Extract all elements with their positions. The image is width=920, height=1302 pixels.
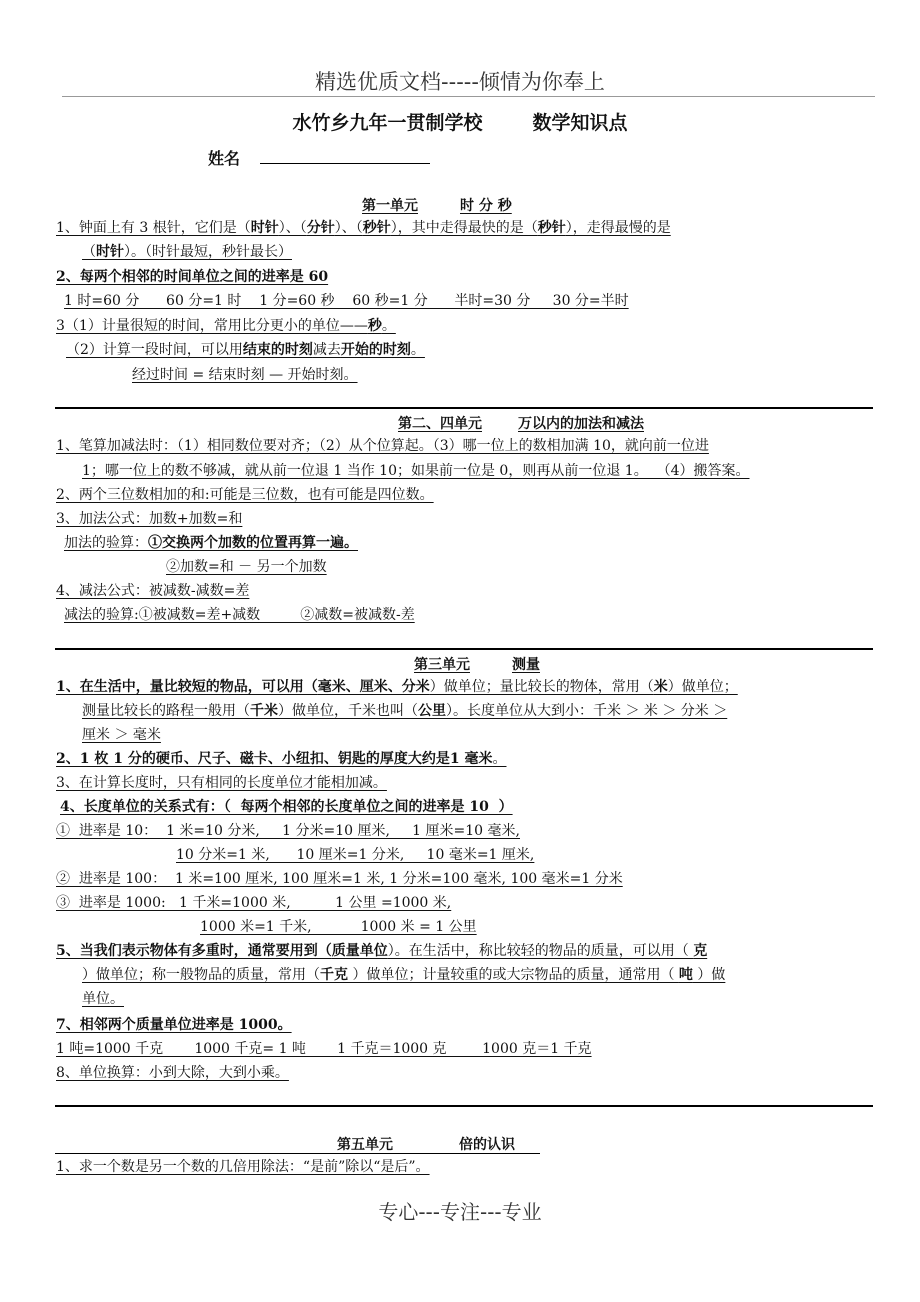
unit3-line-15: 7、相邻两个质量单位进率是 1000。 [56,1017,292,1033]
unit3-line-16: 1 吨=1000 千克 1000 千克= 1 吨 1 千克＝1000 克 1000 克＝1 千克 [56,1041,592,1057]
unit3-line-17: 8、单位换算：小到大除，大到小乘。 [56,1065,289,1081]
unit3-heading-number: 第三单元 [414,657,470,673]
unit1-line-1b: （时针）。（时针最短，秒针最长） [82,244,292,260]
unit2-line-5: 加法的验算：①交换两个加数的位置再算一遍。 [64,535,358,551]
unit5-line-1: 1、求一个数是另一个数的几倍用除法：“是前”除以“是后”。 [56,1159,430,1175]
section-divider-1 [55,407,873,409]
unit5-heading [337,1134,515,1154]
unit2-line-1: 1、笔算加减法时：（1）相同数位要对齐；（2）从个位算起。（3）哪一位上的数相加满 10，就向前一位进 [56,438,709,454]
unit3-line-10: ③ 进率是 1000: 1 千米=1000 米, 1 公里 =1000 米, [56,895,452,911]
name-label: 姓名 [208,149,241,168]
unit3-line-9: ② 进率是 100： 1 米=100 厘米, 100 厘米=1 米, 1 分米=100 毫米, 100 毫米=1 分米 [56,871,623,887]
unit2-line-7: 4、减法公式：被减数-减数=差 [56,583,250,599]
unit3-line-12: 5、当我们表示物体有多重时，通常要用到（质量单位）。在生活中，称比较轻的物品的质量，可以用（ 克 [56,943,708,959]
unit3-heading-topic: 测量 [512,657,540,673]
unit1-line-3: 1 时=60 分 60 分=1 时 1 分=60 秒 60 秒=1 分 半时=30 分 30 分=半时 [64,293,629,309]
page-header: 精选优质文档-----倾情为你奉上 [315,70,605,94]
unit2-heading [398,413,644,433]
unit2-line-4: 3、加法公式：加数+加数=和 [56,511,243,527]
section-divider-3 [55,1105,873,1107]
unit3-heading [414,654,540,674]
page-title [0,108,920,135]
subject-title: 数学知识点 [532,112,628,134]
unit2-line-6: ②加数=和 － 另一个加数 [166,559,327,575]
unit2-line-8: 减法的验算:①被减数=差+减数 ②减数=被减数-差 [64,607,415,623]
page-footer: 专心---专注---专业 [378,1200,542,1224]
name-field-line [260,163,430,164]
unit3-line-7: ① 进率是 10： 1 米=10 分米, 1 分米=10 厘米, 1 厘米=10 毫米, [56,823,520,839]
unit3-line-14: 单位。 [82,991,124,1007]
unit2-heading-number: 第二、四单元 [398,416,482,432]
unit1-heading-topic: 时 分 秒 [460,198,512,214]
unit1-heading-number: 第一单元 [362,198,418,214]
unit1-line-6: 经过时间 = 结束时刻 — 开始时刻。 [132,367,358,383]
unit1-line-5: （2）计算一段时间，可以用结束的时刻减去开始的时刻。 [66,342,425,358]
unit1-line-1a: 1、钟面上有 3 根针，它们是（时针）、（分针）、（秒针），其中走得最快的是（秒针），走得最慢的是 [56,220,671,236]
unit1-line-2: 2、每两个相邻的时间单位之间的进率是 60 [56,269,329,285]
unit3-line-6: 4、长度单位的关系式有：（ 每两个相邻的长度单位之间的进率是 10 ） [60,799,513,815]
unit5-heading-number: 第五单元 [337,1137,393,1153]
unit1-line-4: 3（1）计量很短的时间，常用比分更小的单位——秒。 [56,318,396,334]
unit3-line-2: 测量比较长的路程一般用（千米）做单位，千米也叫（公里）。长度单位从大到小：千米 ＞ 米 ＞ 分米 ＞ [82,703,728,719]
header-divider [62,96,875,97]
unit3-line-8: 10 分米=1 米, 10 厘米=1 分米, 10 毫米=1 厘米, [176,847,535,863]
unit2-line-2: 1；哪一位上的数不够减，就从前一位退 1 当作 10；如果前一位是 0，则再从前一位退 1。 （4）搬答案。 [82,463,750,479]
unit3-line-13: ）做单位；称一般物品的质量，常用（千克 ）做单位；计量较重的或大宗物品的质量，通常用（ 吨 ）做 [82,967,726,983]
unit5-heading-topic: 倍的认识 [459,1137,515,1153]
section-divider-2 [55,648,873,650]
unit2-line-3: 2、两个三位数相加的和:可能是三位数，也有可能是四位数。 [56,487,434,503]
unit3-line-5: 3、在计算长度时，只有相同的长度单位才能相加减。 [56,775,387,791]
school-name: 水竹乡九年一贯制学校 [292,112,483,134]
unit3-line-4: 2、1 枚 1 分的硬币、尺子、磁卡、小纽扣、钥匙的厚度大约是1 毫米。 [56,751,507,767]
unit1-heading [362,195,512,215]
unit3-line-3: 厘米 ＞ 毫米 [82,727,161,743]
unit3-line-1: 1、在生活中，量比较短的物品，可以用（毫米、厘米、分米）做单位；量比较长的物体，常用（米）做单位； [56,679,738,695]
unit2-heading-topic: 万以内的加法和减法 [518,416,644,432]
unit3-line-11: 1000 米=1 千米, 1000 米 = 1 公里 [200,919,477,935]
